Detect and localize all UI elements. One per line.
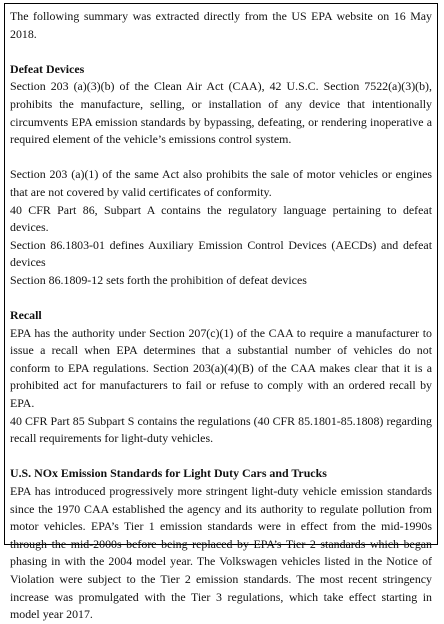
defeat-devices-paragraph-2: Section 203 (a)(1) of the same Act also prohibits the sale of motor vehicles or engines that are not covered by valid certificates of conformity. [10,167,432,199]
defeat-devices-paragraph-1: Section 203 (a)(3)(b) of the Clean Air Act (CAA), 42 U.S.C. Section 7522(a)(3)(b), prohibits the manufacture, selling, or installation of any device that intentionally circumvents EPA emission standards by bypassing, defeating, or rendering inoperative a required element of the vehicle’s emissions control system. [10,79,432,147]
section-heading-recall: Recall [10,308,42,323]
section-heading-nox-standards: U.S. NOx Emission Standards for Light Duty Cars and Trucks [10,466,327,481]
recall-paragraph-1: EPA has the authority under Section 207(c)(1) of the CAA to require a manufacturer to issue a recall when EPA determines that a substantial number of vehicles do not conform to EPA regulations. Section 203(a)(4)(B) of the CAA makes clear that it is a prohibited act for manufacturers to fail or refuse to comply with an ordered recall by EPA. [10,325,432,411]
nox-standards-paragraph-1: EPA has introduced progressively more stringent light-duty vehicle emission standards since the 1970 CAA established the agency and its authority to regulate pollution from motor vehicles. EPA’s Tier 1 emission standards were in effect from the mid-1990s through the mid-2000s before being replaced by EPA’s Tier 2 standards which began phasing in with the 2004 model year. The Volkswagen vehicles listed in the Notice of Violation were subject to the Tier 2 emission standards. The most recent stringency increase was promulgated with the Tier 3 regulations, which take effect starting in model year 2017. [10,484,432,622]
defeat-devices-paragraph-4: Section 86.1803-01 defines Auxiliary Emission Control Devices (AECDs) and defeat devices [10,237,432,270]
section-heading-defeat-devices: Defeat Devices [10,61,85,76]
intro-text: The following summary was extracted directly from the US EPA website on 16 May 2018. [10,9,432,41]
defeat-devices-paragraph-5: Section 86.1809-12 sets forth the prohibition of defeat devices [10,272,307,287]
document-box [4,3,438,622]
spacer [10,448,432,466]
spacer [10,43,432,61]
spacer [10,149,432,167]
defeat-devices-paragraph-3: 40 CFR Part 86, Subpart A contains the regulatory language pertaining to defeat devices. [10,202,432,235]
recall-paragraph-2: 40 CFR Part 85 Subpart S contains the regulations (40 CFR 85.1801-85.1808) regarding recall requirements for light-duty vehicles. [10,413,432,446]
spacer [10,290,432,308]
